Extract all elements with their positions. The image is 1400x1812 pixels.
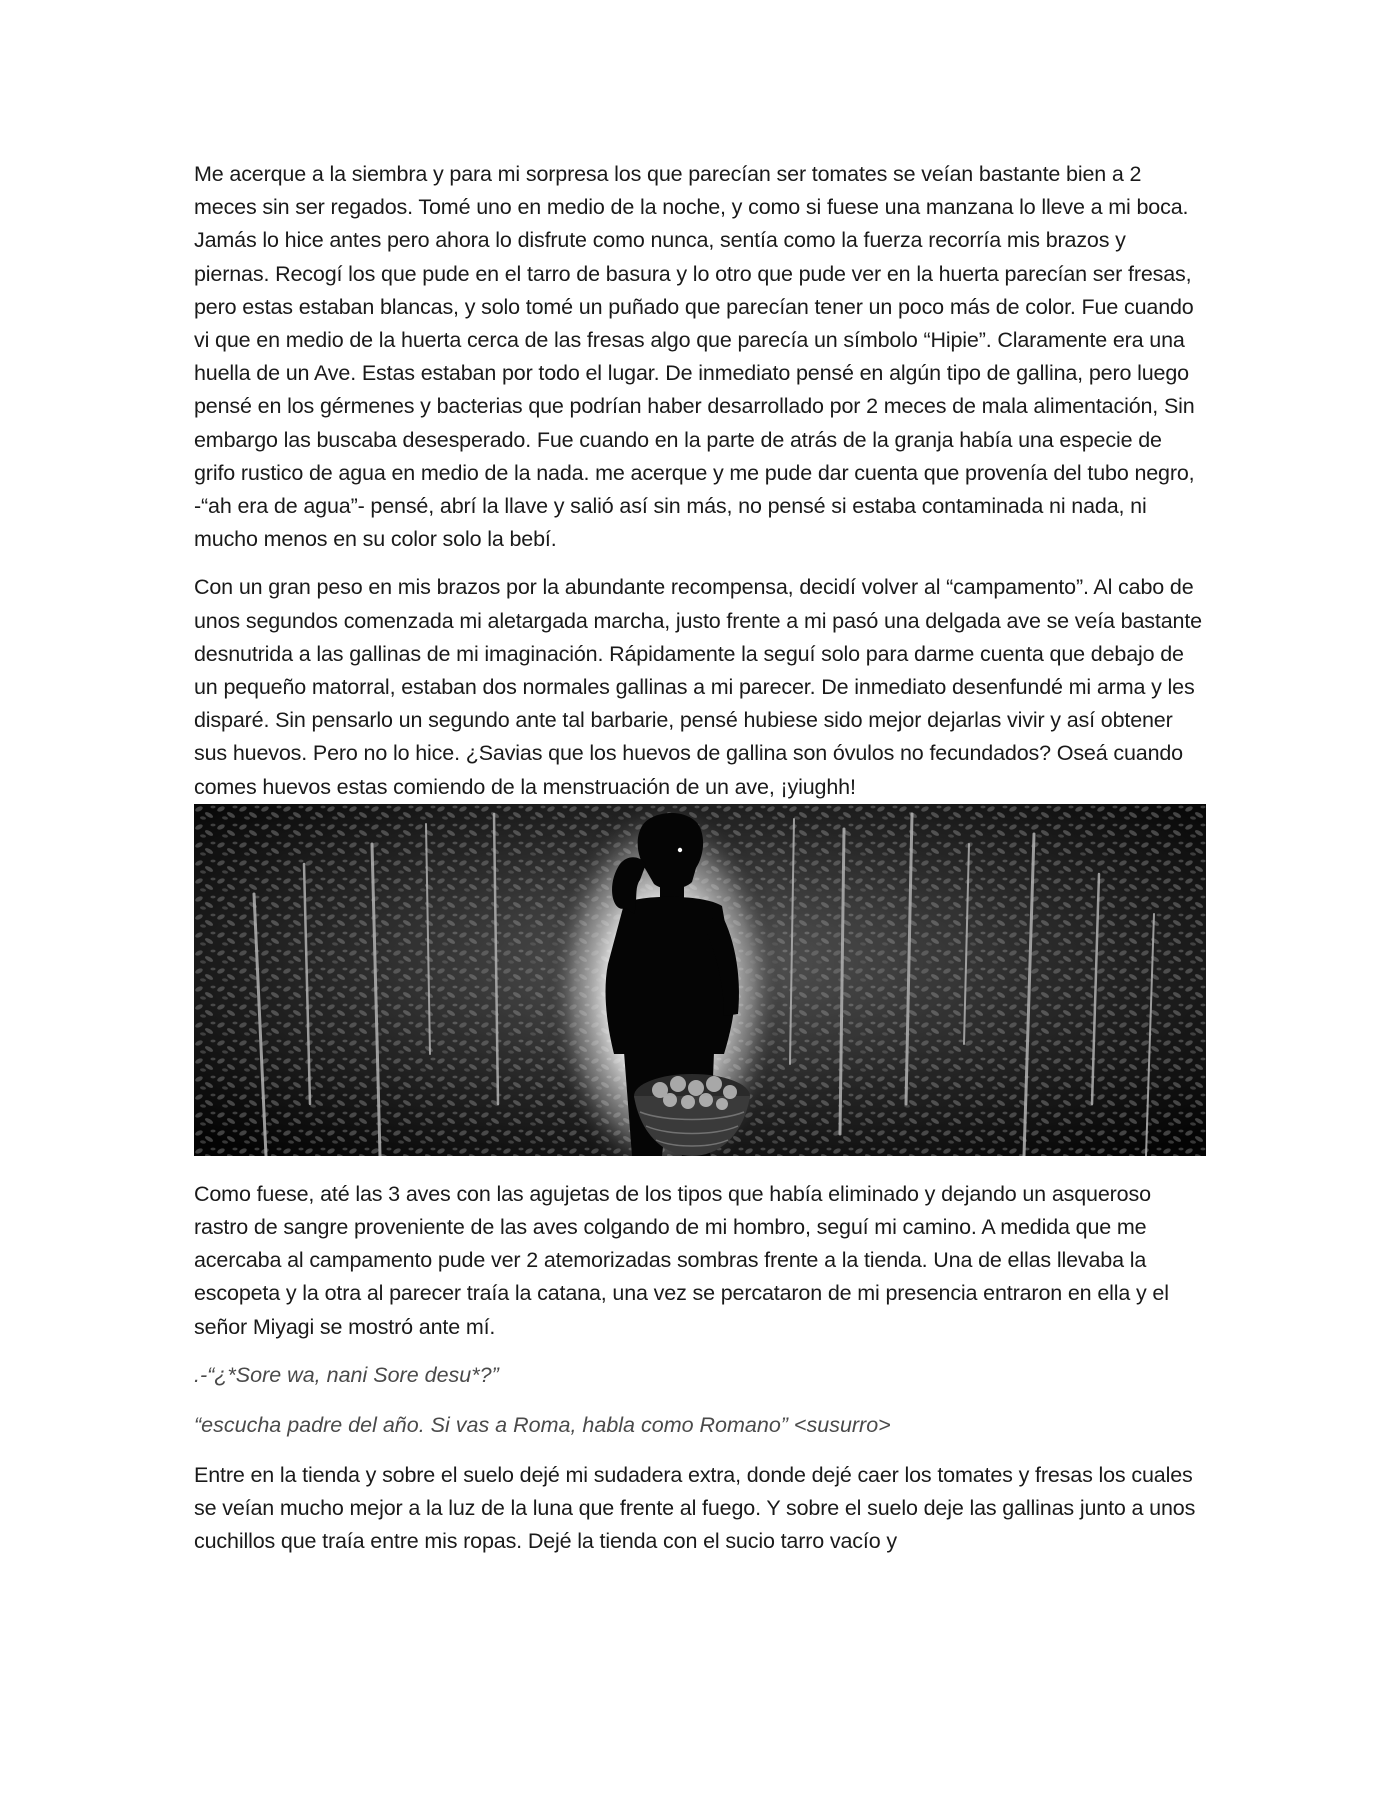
document-page [194, 158, 1206, 1573]
illustration-svg [194, 804, 1206, 1156]
paragraph-2: Con un gran peso en mis brazos por la abundante recompensa, decidí volver al “campamento”. Al cabo de unos segundos comenzada mi aletargada marcha, justo frente a mi pasó una delgada ave se veía bastante desnutrida a las gallinas de mi imaginación. Rápidamente la seguí solo para darme cuenta que debajo de un pequeño matorral, estaban dos normales gallinas a mi parecer. De inmediato desenfundé mi arma y les disparé. Sin pensarlo un segundo ante tal barbarie, pensé hubiese sido mejor dejarlas vivir y así obtener sus huevos. Pero no lo hice. ¿Savias que los huevos de gallina son óvulos no fecundados? Oseá cuando comes huevos estas comiendo de la menstruación de un ave, ¡yiughh! [194, 575, 1202, 799]
paragraph-1: Me acerque a la siembra y para mi sorpresa los que parecían ser tomates se veían bastante bien a 2 meces sin ser regados. Tomé uno en medio de la noche, y como si fuese una manzana lo lleve a mi boca. Jamás lo hice antes pero ahora lo disfrute como nunca, sentía como la fuerza recorría mis brazos y piernas. Recogí los que pude en el tarro de basura y lo otro que pude ver en la huerta parecían ser fresas, pero estas estaban blancas, y solo tomé un puñado que parecían tener un poco más de color. Fue cuando vi que en medio de la huerta cerca de las fresas algo que parecía un símbolo “Hipie”. Claramente era una huella de un Ave. Estas estaban por todo el lugar. De inmediato pensé en algún tipo de gallina, pero luego pensé en los gérmenes y bacterias que podrían haber desarrollado por 2 meces de mala alimentación, Sin embargo las buscaba desesperado. Fue cuando en la parte de atrás de la granja había una especie de grifo rustico de agua en medio de la nada. me acerque y me pude dar cuenta que provenía del tubo negro, -“ah era de agua”- pensé, abrí la llave y salió así sin más, no pensé si estaba contaminada ni nada, ni mucho menos en su color solo la bebí. [194, 162, 1195, 552]
dialogue-quote-1: .-“¿*Sore wa, nani Sore desu*?” [194, 1362, 499, 1387]
paragraph-3: Como fuese, até las 3 aves con las agujetas de los tipos que había eliminado y dejando un asqueroso rastro de sangre proveniente de las aves colgando de mi hombro, seguí mi camino. A medida que me acercaba al campamento pude ver 2 atemorizadas sombras frente a la tienda. Una de ellas llevaba la escopeta y la otra al parecer traía la catana, una vez se percataron de mi presencia entraron en ella y el señor Miyagi se mostró ante mí. [194, 1181, 1169, 1339]
illustration-silhouette-garden [194, 804, 1206, 1156]
dialogue-quote-2: “escucha padre del año. Si vas a Roma, habla como Romano” <susurro> [194, 1412, 891, 1437]
paragraph-4: Entre en la tienda y sobre el suelo dejé mi sudadera extra, donde dejé caer los tomates y fresas los cuales se veían mucho mejor a la luz de la luna que frente al fuego. Y sobre el suelo deje las gallinas junto a unos cuchillos que traía entre mis ropas. Dejé la tienda con el sucio tarro vacío y [194, 1462, 1196, 1554]
